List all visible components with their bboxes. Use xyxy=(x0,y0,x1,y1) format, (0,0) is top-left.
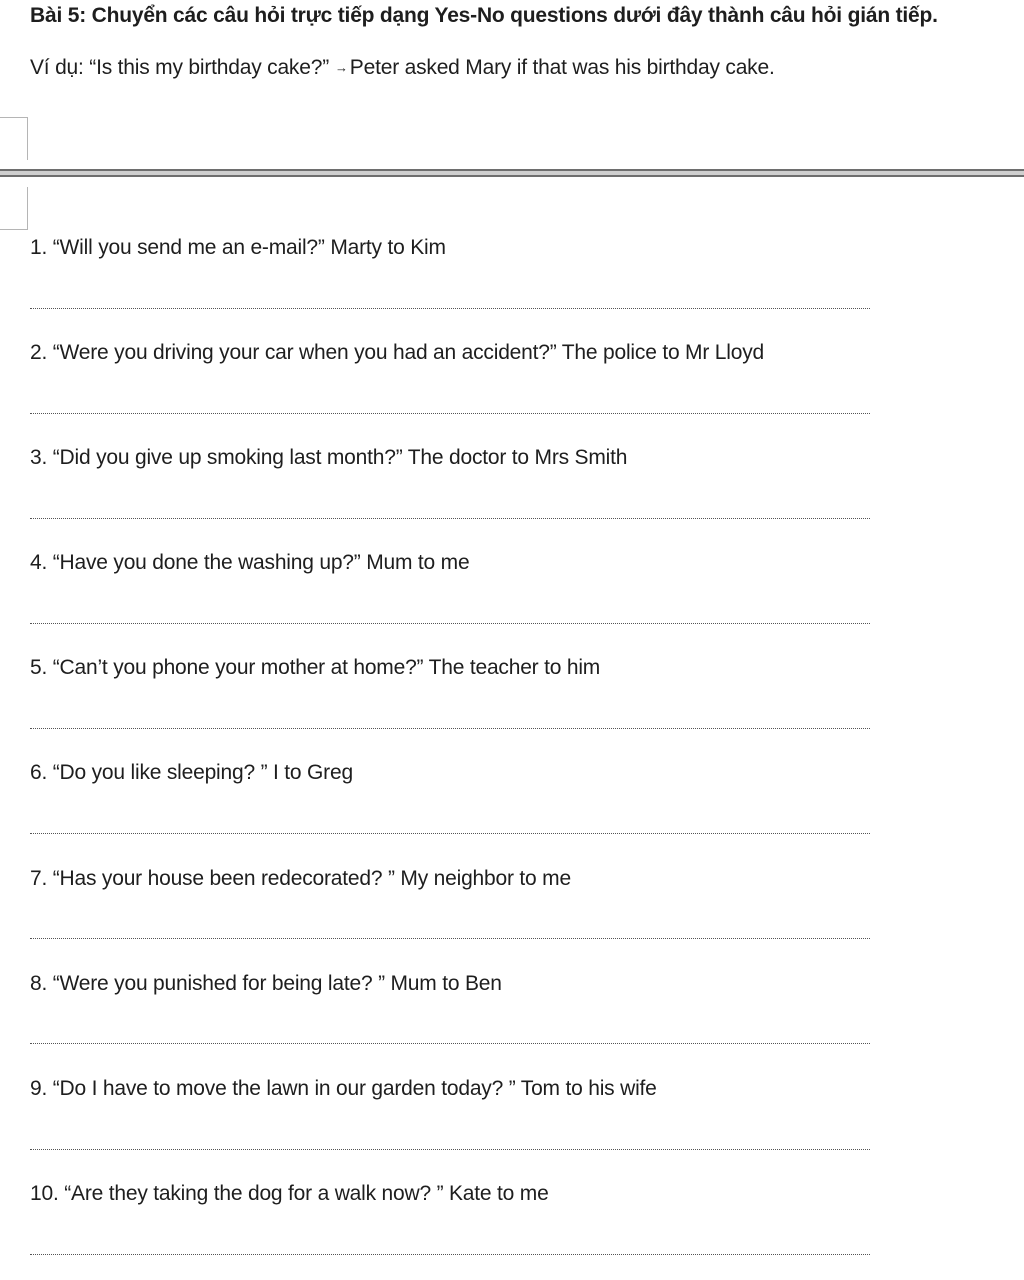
example-sentence xyxy=(30,56,775,80)
exercise-title: Bài 5: Chuyển các câu hỏi trực tiếp dạng Yes-No questions dưới đây thành câu hỏi gián tiếp. xyxy=(30,4,938,27)
question-8: 8. “Were you punished for being late? ” Mum to Ben xyxy=(30,972,502,995)
answer-line-10[interactable] xyxy=(30,1254,870,1255)
answer-line-3[interactable] xyxy=(30,518,870,519)
answer-line-2[interactable] xyxy=(30,413,870,414)
question-10: 10. “Are they taking the dog for a walk now? ” Kate to me xyxy=(30,1182,549,1205)
question-5: 5. “Can’t you phone your mother at home?” The teacher to him xyxy=(30,656,601,679)
answer-line-9[interactable] xyxy=(30,1149,870,1150)
example-answer: Peter asked Mary if that was his birthday cake. xyxy=(349,56,775,79)
arrow-icon: → xyxy=(334,60,348,75)
question-2: 2. “Were you driving your car when you had an accident?” The police to Mr Lloyd xyxy=(30,341,764,364)
question-6: 6. “Do you like sleeping? ” I to Greg xyxy=(30,761,353,784)
question-4: 4. “Have you done the washing up?” Mum to me xyxy=(30,551,470,574)
question-7: 7. “Has your house been redecorated? ” My neighbor to me xyxy=(30,867,571,890)
answer-line-8[interactable] xyxy=(30,1043,870,1044)
example-question: Ví dụ: “Is this my birthday cake?” xyxy=(30,56,329,79)
answer-line-7[interactable] xyxy=(30,938,870,939)
question-3: 3. “Did you give up smoking last month?” The doctor to Mrs Smith xyxy=(30,446,628,469)
question-1: 1. “Will you send me an e-mail?” Marty to Kim xyxy=(30,236,446,259)
answer-line-1[interactable] xyxy=(30,308,870,309)
frame-corner-bottom xyxy=(0,187,28,230)
answer-line-6[interactable] xyxy=(30,833,870,834)
page-divider xyxy=(0,169,1024,177)
question-9: 9. “Do I have to move the lawn in our garden today? ” Tom to his wife xyxy=(30,1077,657,1100)
answer-line-5[interactable] xyxy=(30,728,870,729)
frame-corner-top xyxy=(0,117,28,160)
answer-line-4[interactable] xyxy=(30,623,870,624)
